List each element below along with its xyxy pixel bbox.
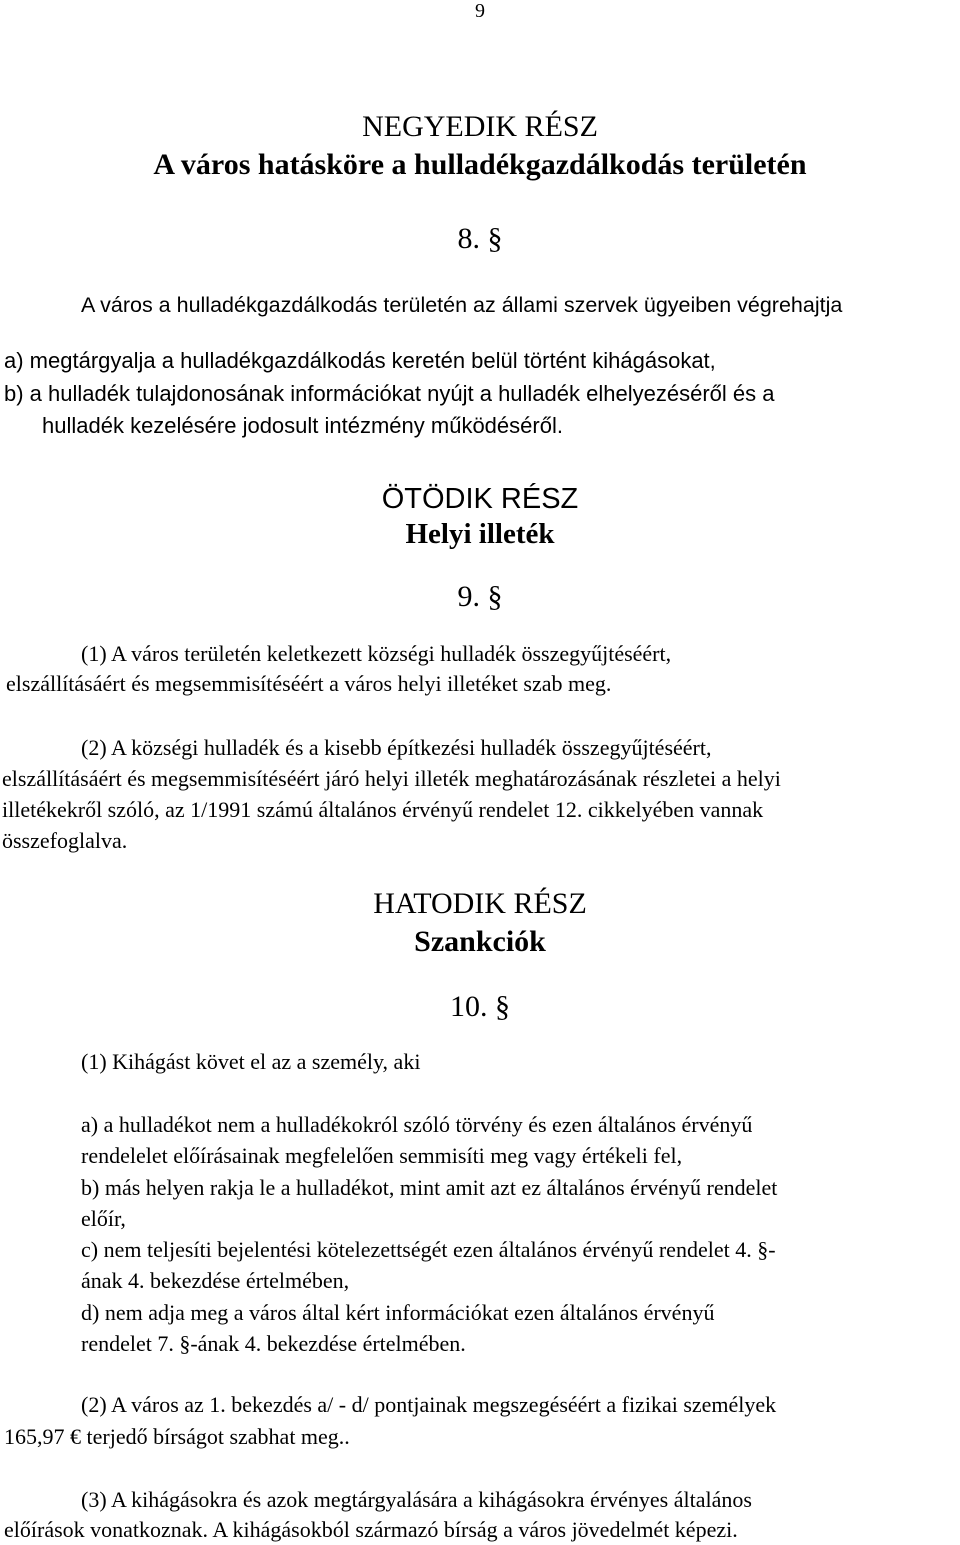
part4-intro: A város a hulladékgazdálkodás területén az állami szervek ügyeiben végrehajtja (81, 293, 843, 317)
part6-heading: HATODIK RÉSZ (373, 887, 587, 920)
part5-para2-line4: összefoglalva. (2, 828, 128, 853)
part4-heading: NEGYEDIK RÉSZ (362, 110, 598, 143)
part6-para2-line1: (2) A város az 1. bekezdés a/ - d/ pontjainak megszegéséért a fizikai személyek (81, 1392, 777, 1417)
part4-section-number: 8. § (457, 222, 503, 255)
part6-para2-line2: 165,97 € terjedő bírságot szabhat meg.. (4, 1424, 350, 1449)
page-number: 9 (475, 0, 485, 22)
part5-para2-line1: (2) A községi hulladék és a kisebb építkezési hulladék összegyűjtéséért, (81, 735, 712, 760)
part6-item-a: a) a hulladékot nem a hulladékokról szóló törvény és ezen általános érvényű (81, 1112, 753, 1137)
part6-para3-line2: előírások vonatkoznak. A kihágásokból származó bírság a város jövedelmét képezi. (4, 1517, 738, 1542)
part6-item-c-cont: ának 4. bekezdése értelmében, (81, 1268, 350, 1293)
part6-item-d-cont: rendelet 7. §-ának 4. bekezdése értelmében. (81, 1331, 466, 1356)
part5-para2-line2: elszállításáért és megsemmisítéséért járó helyi illeték meghatározásának részletei a helyi (2, 766, 781, 791)
part6-subheading: Szankciók (414, 925, 546, 958)
part6-para3-line1: (3) A kihágásokra és azok megtárgyalására a kihágásokra érvényes általános (81, 1487, 752, 1512)
part5-para1-line1: (1) A város területén keletkezett községi hulladék összegyűjtéséért, (81, 641, 672, 666)
part5-para2-line3: illetékekről szóló, az 1/1991 számú általános érvényű rendelet 12. cikkelyében vannak (2, 797, 764, 822)
part6-item-d: d) nem adja meg a város által kért információkat ezen általános érvényű (81, 1300, 715, 1325)
part6-para1-intro: (1) Kihágást követ el az a személy, aki (81, 1049, 421, 1074)
part5-heading: ÖTÖDIK RÉSZ (381, 483, 579, 515)
part4-item-b: b) a hulladék tulajdonosának információkat nyújt a hulladék elhelyezéséről és a (4, 381, 775, 406)
part6-section-number: 10. § (450, 990, 510, 1023)
part5-subheading: Helyi illeték (405, 518, 555, 550)
part5-section-number: 9. § (457, 580, 503, 613)
part6-item-b: b) más helyen rakja le a hulladékot, mint amit azt ez általános érvényű rendelet (81, 1175, 778, 1200)
part4-subheading: A város hatásköre a hulladékgazdálkodás területén (153, 148, 807, 181)
part4-item-b-cont: hulladék kezelésére jodosult intézmény működéséről. (42, 413, 563, 438)
part6-item-a-cont: rendelelet előírásainak megfelelően semmisíti meg vagy értékeli fel, (81, 1143, 683, 1168)
part6-item-c: c) nem teljesíti bejelentési kötelezettségét ezen általános érvényű rendelet 4. §- (81, 1237, 776, 1262)
part4-item-a: a) megtárgyalja a hulladékgazdálkodás keretén belül történt kihágásokat, (4, 348, 716, 373)
part6-item-b-cont: előír, (81, 1206, 126, 1231)
part5-para1-line2: elszállításáért és megsemmisítéséért a város helyi illetéket szab meg. (6, 671, 612, 696)
